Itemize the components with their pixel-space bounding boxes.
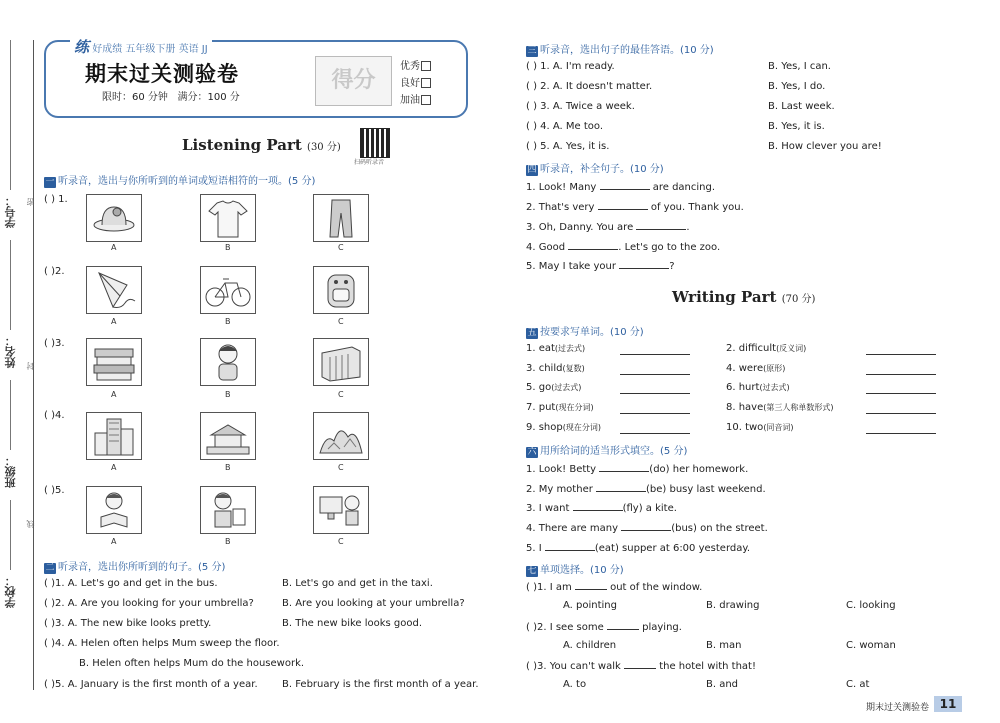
- clothes-pile-picture[interactable]: [86, 338, 142, 386]
- grade-checkbox[interactable]: [421, 95, 431, 105]
- s3-q1-b[interactable]: B. Yes, I can.: [768, 61, 831, 72]
- s4-q4[interactable]: 4. Good . Let's go to the zoo.: [526, 242, 721, 253]
- s7-q3-opt-b[interactable]: B. and: [706, 679, 739, 690]
- s3-q3-b[interactable]: B. Last week.: [768, 101, 835, 112]
- s2-q3-b[interactable]: B. The new bike looks good.: [282, 618, 423, 629]
- s2-q3-a[interactable]: ( )3. A. The new bike looks pretty.: [44, 618, 212, 629]
- answer-line[interactable]: [866, 354, 936, 355]
- section-5-title: 五 按要求写单词。(10 分): [527, 327, 644, 338]
- s1-q4-label[interactable]: ( )4.: [44, 410, 65, 421]
- s5-q1: 1. eat(过去式): [526, 343, 586, 354]
- writing-part-title: Writing Part (70 分): [672, 288, 816, 306]
- grade-try: 加油: [400, 91, 431, 106]
- s7-q1-opt-c[interactable]: C. looking: [846, 600, 896, 611]
- choice-label: C: [338, 317, 344, 326]
- choice-label: A: [111, 390, 117, 399]
- section-6-title: 六 用所给词的适当形式填空。(5 分): [527, 446, 688, 457]
- grade-good: 良好: [400, 74, 431, 89]
- s2-q1-a[interactable]: ( )1. A. Let's go and get in the bus.: [44, 578, 218, 589]
- s4-q1[interactable]: 1. Look! Many are dancing.: [526, 182, 716, 193]
- s7-q2-opt-a[interactable]: A. children: [563, 640, 617, 651]
- s1-q5-label[interactable]: ( )5.: [44, 485, 65, 496]
- s6-q1[interactable]: 1. Look! Betty (do) her homework.: [526, 464, 749, 475]
- full-score-value: 100: [207, 92, 227, 103]
- brand-logo: 练: [74, 38, 90, 56]
- s2-q5-b[interactable]: B. February is the first month of a year.: [282, 679, 479, 690]
- s1-q1-label[interactable]: ( ) 1.: [44, 194, 68, 205]
- s3-q2-a[interactable]: ( ) 2. A. It doesn't matter.: [526, 81, 653, 92]
- choice-label: B: [225, 537, 231, 546]
- s5-q8: 8. have(第三人称单数形式): [726, 402, 834, 413]
- s4-q5[interactable]: 5. May I take your ?: [526, 261, 675, 272]
- s7-q3-opt-c[interactable]: C. at: [846, 679, 870, 690]
- s1-q3-label[interactable]: ( )3.: [44, 338, 65, 349]
- class-label: 班级：: [4, 455, 17, 488]
- boy-at-computer-picture[interactable]: [313, 486, 369, 534]
- s7-q3-opt-a[interactable]: A. to: [563, 679, 587, 690]
- brand: [70, 36, 212, 57]
- qr-code-icon[interactable]: [360, 128, 390, 158]
- pants-picture[interactable]: [313, 194, 369, 242]
- brand-name: 好成绩: [92, 44, 123, 55]
- qr-caption: 扫码听录音: [354, 159, 385, 166]
- choice-label: A: [111, 537, 117, 546]
- s6-q2[interactable]: 2. My mother (be) busy last weekend.: [526, 484, 766, 495]
- answer-line[interactable]: [866, 433, 936, 434]
- section-7-title: 七 单项选择。(10 分): [527, 565, 624, 576]
- s7-q2-opt-b[interactable]: B. man: [706, 640, 742, 651]
- choice-label: A: [111, 243, 117, 252]
- answer-line[interactable]: [620, 354, 690, 355]
- score-box[interactable]: 得分: [315, 56, 392, 106]
- s6-q5[interactable]: 5. I (eat) supper at 6:00 yesterday.: [526, 543, 751, 554]
- choice-label: C: [338, 390, 344, 399]
- s5-q5: 5. go(过去式): [526, 382, 582, 393]
- s5-q9: 9. shop(现在分词): [526, 422, 601, 433]
- choice-label: C: [338, 537, 344, 546]
- container-picture[interactable]: [313, 338, 369, 386]
- s5-q3: 3. child(复数): [526, 363, 585, 374]
- s5-q10: 10. two(同音词): [726, 422, 794, 433]
- choice-label: C: [338, 243, 344, 252]
- bike-picture[interactable]: [200, 266, 256, 314]
- kite-picture[interactable]: [86, 266, 142, 314]
- section-3-title: 三 听录音，选出句子的最佳答语。(10 分): [527, 45, 714, 56]
- s5-q6: 6. hurt(过去式): [726, 382, 790, 393]
- exam-info: [102, 88, 240, 103]
- s3-q5-a[interactable]: ( ) 5. A. Yes, it is.: [526, 141, 610, 152]
- s4-q2[interactable]: 2. That's very of you. Thank you.: [526, 202, 744, 213]
- boy-with-book-picture[interactable]: [200, 486, 256, 534]
- choice-label: B: [225, 390, 231, 399]
- s2-q4-a[interactable]: ( )4. A. Helen often helps Mum sweep the floor.: [44, 638, 280, 649]
- class-blank[interactable]: [10, 380, 11, 450]
- choice-label: C: [338, 463, 344, 472]
- seal-mark: 线: [26, 520, 35, 528]
- listening-score: (30 分): [307, 142, 341, 153]
- section-1-title: 一 听录音，选出与你所听到的单词或短语相符的一项。(5 分): [45, 176, 316, 187]
- boy-picture[interactable]: [200, 338, 256, 386]
- writing-score: (70 分): [781, 294, 816, 305]
- s6-q4[interactable]: 4. There are many (bus) on the street.: [526, 523, 768, 534]
- answer-line[interactable]: [620, 393, 690, 394]
- choice-label: A: [111, 317, 117, 326]
- answer-line[interactable]: [866, 374, 936, 375]
- s3-q4-b[interactable]: B. Yes, it is.: [768, 121, 825, 132]
- footer-text: 期末过关测验卷: [866, 703, 930, 713]
- grade-checkbox[interactable]: [421, 78, 431, 88]
- s3-q2-b[interactable]: B. Yes, I do.: [768, 81, 826, 92]
- building-picture[interactable]: [86, 412, 142, 460]
- s6-q3[interactable]: 3. I want (fly) a kite.: [526, 503, 677, 514]
- s2-q2-a[interactable]: ( )2. A. Are you looking for your umbrella?: [44, 598, 254, 609]
- shirt-picture[interactable]: [200, 194, 256, 242]
- boy-reading-picture[interactable]: [86, 486, 142, 534]
- choice-label: B: [225, 243, 231, 252]
- s3-q5-b[interactable]: B. How clever you are!: [768, 141, 882, 152]
- answer-line[interactable]: [620, 433, 690, 434]
- s7-q3-stem[interactable]: ( )3. You can't walk the hotel with that!: [526, 661, 756, 672]
- s2-q2-b[interactable]: B. Are you looking at your umbrella?: [282, 598, 465, 609]
- hat-picture[interactable]: [86, 194, 142, 242]
- school-label: 学校：: [4, 575, 17, 608]
- choice-label: B: [225, 317, 231, 326]
- student-id-blank[interactable]: [10, 40, 11, 190]
- answer-line[interactable]: [866, 413, 936, 414]
- s5-q7: 7. put(现在分词): [526, 402, 594, 413]
- backpack-picture[interactable]: [313, 266, 369, 314]
- ruins-picture[interactable]: [313, 412, 369, 460]
- s3-q3-a[interactable]: ( ) 3. A. Twice a week.: [526, 101, 635, 112]
- s5-q2: 2. difficult(反义词): [726, 343, 807, 354]
- s1-q2-label[interactable]: ( )2.: [44, 266, 65, 277]
- palace-picture[interactable]: [200, 412, 256, 460]
- listening-part-title: Listening Part (30 分): [182, 136, 341, 154]
- s4-q3[interactable]: 3. Oh, Danny. You are .: [526, 222, 690, 233]
- school-blank[interactable]: [10, 500, 11, 570]
- s5-q4: 4. were(原形): [726, 363, 786, 374]
- section-2-title: 二 听录音，选出你所听到的句子。(5 分): [45, 562, 226, 573]
- s2-q1-b[interactable]: B. Let's go and get in the taxi.: [282, 578, 433, 589]
- answer-line[interactable]: [620, 413, 690, 414]
- full-score-unit: 分: [229, 92, 240, 103]
- time-unit: 分钟: [147, 92, 168, 103]
- page-number: 11: [934, 696, 962, 712]
- s7-q2-opt-c[interactable]: C. woman: [846, 640, 896, 651]
- time-label: 限时：: [102, 92, 132, 103]
- page-title: 期末过关测验卷: [85, 61, 239, 86]
- s3-q4-a[interactable]: ( ) 4. A. Me too.: [526, 121, 604, 132]
- s7-q1-opt-b[interactable]: B. drawing: [706, 600, 760, 611]
- s2-q4-b[interactable]: B. Helen often helps Mum do the housework.: [79, 658, 305, 669]
- time-value: 60: [132, 92, 145, 103]
- full-score-label: 满分：: [177, 92, 208, 103]
- grade-excellent: 优秀: [400, 57, 431, 72]
- choice-label: A: [111, 463, 117, 472]
- name-blank[interactable]: [10, 240, 11, 330]
- s3-q1-a[interactable]: ( ) 1. A. I'm ready.: [526, 61, 615, 72]
- seal-mark: 封: [26, 362, 35, 370]
- s7-q2-stem[interactable]: ( )2. I see some playing.: [526, 622, 682, 633]
- s2-q5-a[interactable]: ( )5. A. January is the first month of a year.: [44, 679, 258, 690]
- book-info: 五年级下册 英语 JJ: [125, 44, 208, 55]
- answer-line[interactable]: [620, 374, 690, 375]
- section-4-title: 四 听录音，补全句子。(10 分): [527, 164, 664, 175]
- seal-mark: 密: [26, 198, 35, 206]
- grade-checkbox[interactable]: [421, 61, 431, 71]
- choice-label: B: [225, 463, 231, 472]
- answer-line[interactable]: [866, 393, 936, 394]
- s7-q1-opt-a[interactable]: A. pointing: [563, 600, 617, 611]
- student-id-label: 学号：: [4, 195, 17, 228]
- name-label: 姓名：: [4, 335, 17, 368]
- s7-q1-stem[interactable]: ( )1. I am out of the window.: [526, 582, 703, 593]
